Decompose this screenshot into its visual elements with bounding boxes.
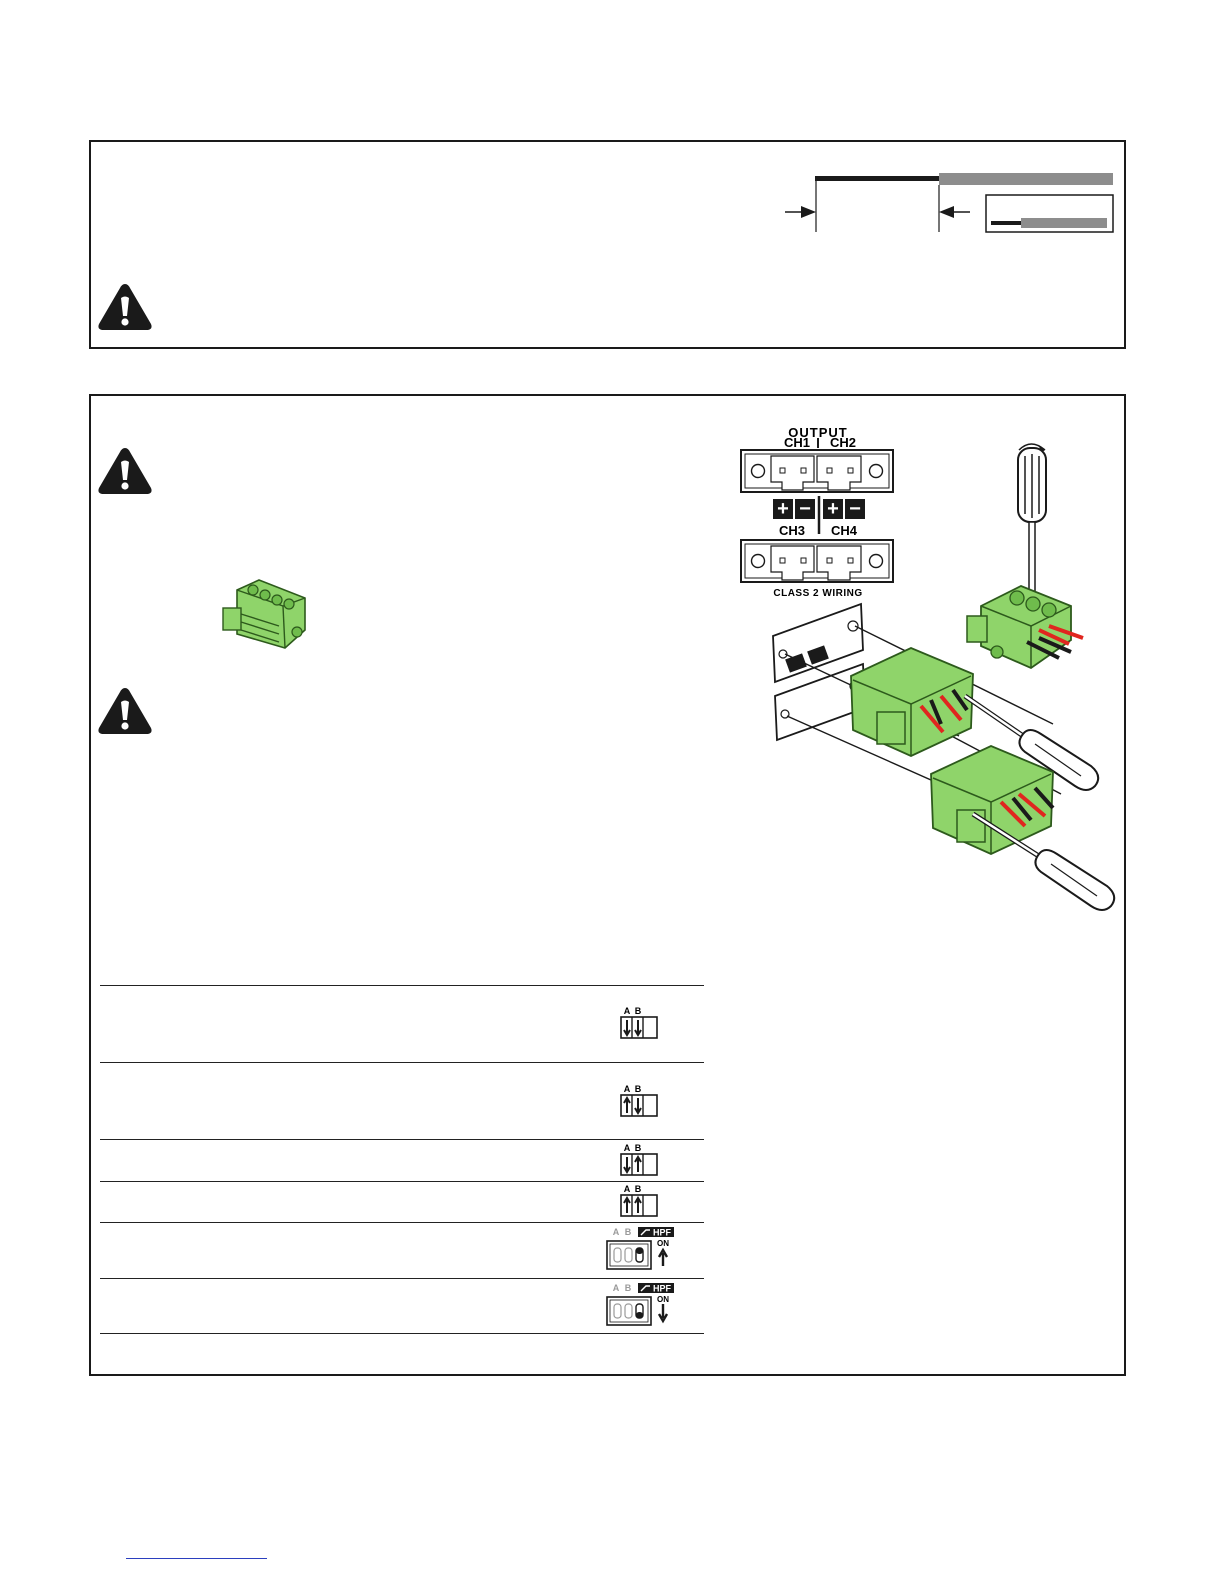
wire-strip-diagram bbox=[89, 140, 1126, 349]
exploded-connector-diagram bbox=[761, 596, 1121, 936]
warning-icon bbox=[97, 446, 153, 496]
warning-icon bbox=[97, 686, 153, 736]
output-title: OUTPUT bbox=[788, 425, 848, 440]
svg-text:B: B bbox=[634, 1006, 642, 1016]
dip-switch-icon bbox=[618, 1143, 660, 1177]
hpf-switch-icon bbox=[604, 1226, 678, 1272]
ch1-label: CH1 bbox=[783, 435, 811, 450]
polarity-minus: − bbox=[849, 498, 861, 520]
connector-middle bbox=[851, 648, 973, 756]
wire-insulation bbox=[939, 173, 1113, 185]
connector-bottom bbox=[931, 746, 1053, 854]
polarity-plus: + bbox=[827, 498, 839, 520]
svg-text:B: B bbox=[634, 1143, 642, 1153]
ch2-label: CH2 bbox=[829, 435, 857, 450]
table-rule bbox=[100, 1333, 704, 1334]
table-rule bbox=[100, 1062, 704, 1063]
svg-text:A: A bbox=[612, 1227, 620, 1237]
table-rule bbox=[100, 1278, 704, 1279]
dip-switch-icon bbox=[618, 1006, 660, 1040]
polarity-plus: + bbox=[777, 498, 789, 520]
angled-output-plate bbox=[773, 604, 865, 740]
ch3-label: CH3 bbox=[778, 523, 806, 538]
footer-link-underline[interactable] bbox=[126, 1558, 267, 1559]
table-rule bbox=[100, 985, 704, 986]
svg-text:HPF: HPF bbox=[653, 1227, 671, 1238]
svg-text:A: A bbox=[623, 1143, 631, 1153]
class2-label: CLASS 2 WIRING bbox=[773, 588, 863, 596]
svg-text:A: A bbox=[623, 1084, 631, 1094]
svg-text:ON: ON bbox=[657, 1295, 669, 1304]
svg-text:B: B bbox=[634, 1184, 642, 1194]
terminal-connector-icon bbox=[219, 576, 311, 656]
wire-strip-box bbox=[89, 140, 1126, 349]
svg-text:B: B bbox=[634, 1084, 642, 1094]
output-panel-diagram bbox=[737, 416, 977, 596]
table-rule bbox=[100, 1181, 704, 1182]
dip-switch-icon bbox=[618, 1184, 660, 1218]
hpf-switch-icon bbox=[604, 1282, 678, 1328]
warning-icon bbox=[97, 282, 153, 332]
table-rule bbox=[100, 1139, 704, 1140]
ch4-label: CH4 bbox=[830, 523, 858, 538]
svg-text:ON: ON bbox=[657, 1239, 669, 1248]
table-rule bbox=[100, 1222, 704, 1223]
dip-switch-icon bbox=[618, 1084, 660, 1118]
svg-text:B: B bbox=[624, 1283, 632, 1293]
svg-text:B: B bbox=[624, 1227, 632, 1237]
bare-conductor bbox=[815, 176, 939, 181]
svg-text:HPF: HPF bbox=[653, 1283, 671, 1294]
strip-length-arrow-right bbox=[939, 206, 970, 218]
strip-length-arrow-left bbox=[785, 206, 816, 218]
svg-text:A: A bbox=[612, 1283, 620, 1293]
svg-text:A: A bbox=[623, 1006, 631, 1016]
svg-text:A: A bbox=[623, 1184, 631, 1194]
polarity-minus: − bbox=[799, 498, 811, 520]
